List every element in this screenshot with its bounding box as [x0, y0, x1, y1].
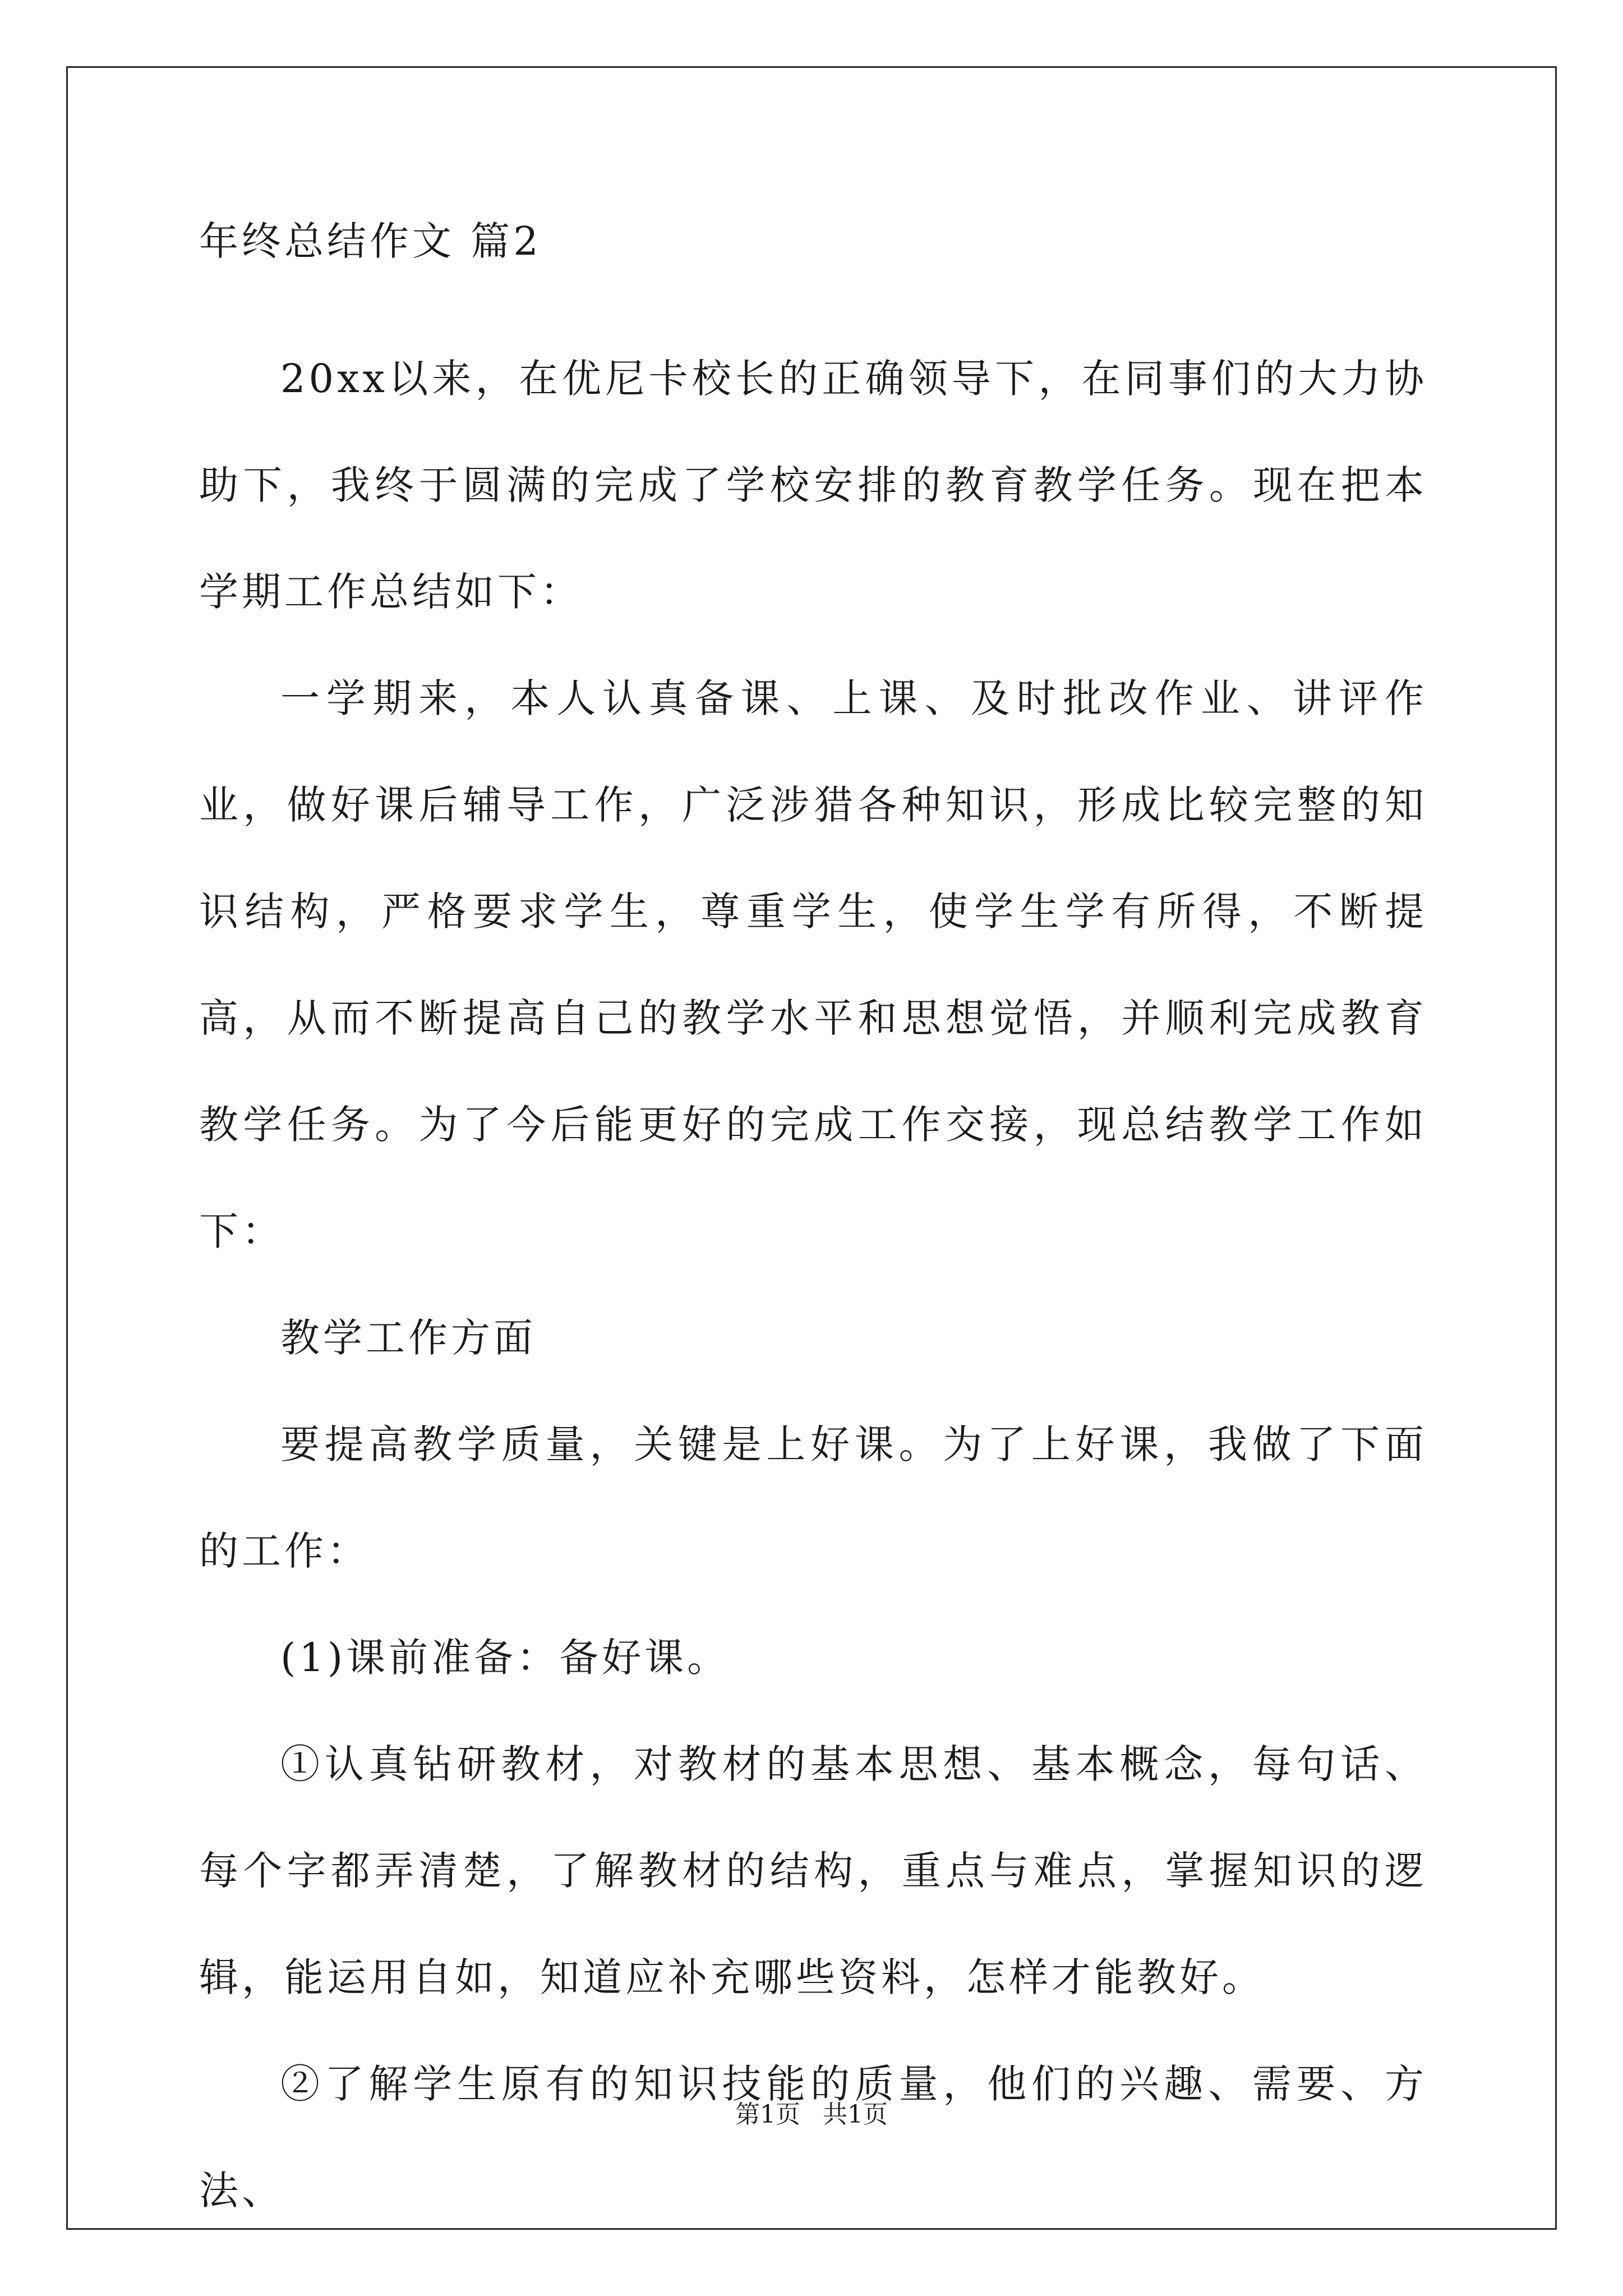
paragraph-study-materials: ①认真钻研教材，对教材的基本思想、基本概念，每句话、每个字都弄清楚，了解教材的结构，重点与难点，掌握知识的逻辑，能运用自如，知道应补充哪些资料，怎样才能教好。 [199, 1741, 1427, 2000]
section-heading-teaching: 教学工作方面 [280, 1315, 536, 1361]
paragraph-semester-review: 一学期来，本人认真备课、上课、及时批改作业、讲评作业，做好课后辅导工作，广泛涉猎各种知识，形成比较完整的知识结构，严格要求学生，尊重学生，使学生学有所得，不断提高，从而不断提高自己的教学水平和思想觉悟，并顺利完成教育教学任务。为了今后能更好的完成工作交接，现总结教学工作如下： [199, 675, 1427, 1254]
paragraph-intro: 20xx以来，在优尼卡校长的正确领导下，在同事们的大力协助下，我终于圆满的完成了学校安排的教育教学任务。现在把本学期工作总结如下： [199, 356, 1427, 615]
page-total: 共1页 [823, 2100, 888, 2129]
document-body [199, 219, 1427, 2244]
page-footer [0, 2101, 1623, 2129]
document-title: 年终总结作文 篇2 [199, 218, 542, 264]
paragraph-understand-students: ②了解学生原有的知识技能的质量，他们的兴趣、需要、方法、 [199, 2061, 1427, 2214]
paragraph-teaching-quality: 要提高教学质量，关键是上好课。为了上好课，我做了下面的工作： [199, 1421, 1427, 1574]
page-number: 第1页 [735, 2100, 800, 2129]
paragraph-lesson-prep: (1)课前准备：备好课。 [280, 1635, 730, 1681]
